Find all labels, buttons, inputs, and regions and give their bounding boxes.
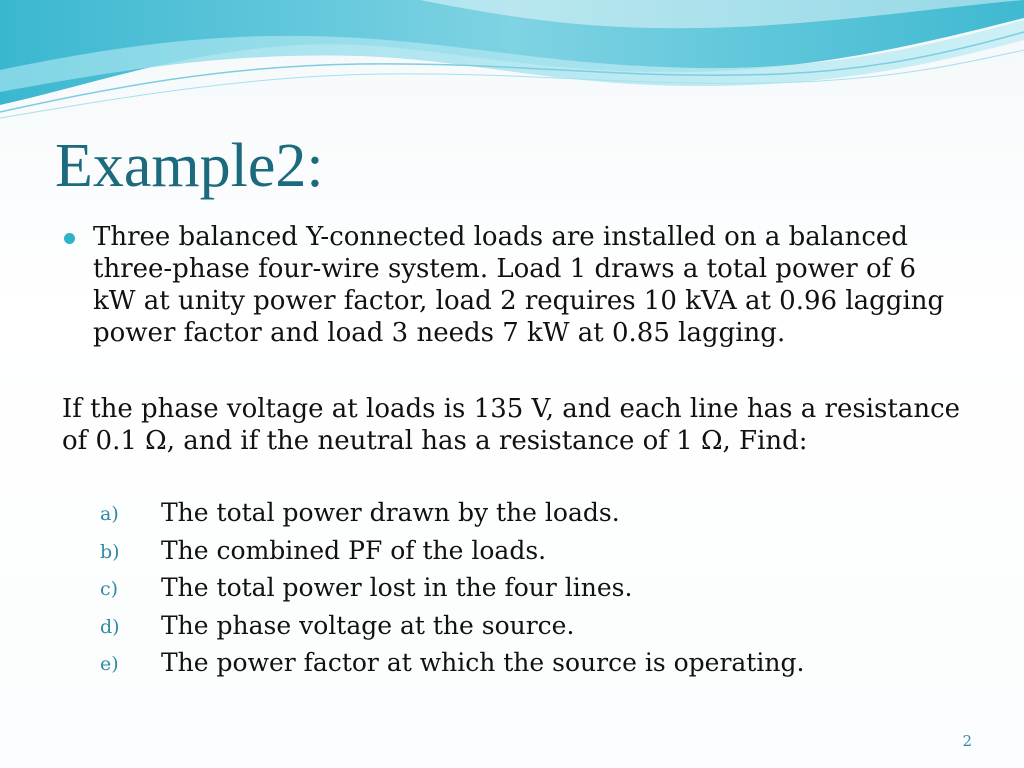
slide-title: Example2: — [55, 132, 324, 200]
wave-decoration — [0, 0, 1024, 140]
bullet-item — [62, 221, 962, 349]
list-marker: a) — [100, 503, 119, 525]
question-text: The combined PF of the loads. — [161, 535, 547, 565]
question-intro: If the phase voltage at loads is 135 V, and each line has a resistance of 0.1 Ω, and if the neutral has a resistance of 1 Ω, Find: — [62, 394, 961, 456]
list-marker: e) — [100, 653, 119, 675]
page-number: 2 — [962, 732, 972, 750]
bullet-dot-icon — [64, 233, 75, 244]
question-text: The phase voltage at the source. — [161, 610, 575, 640]
list-marker: c) — [100, 578, 119, 600]
bullet-text: Three balanced Y-connected loads are installed on a balanced three-phase four-wire system. Load 1 draws a total power of 6 kW at unity power factor, load 2 requires 10 kVA at 0.96 lagging power factor and load 3 needs 7 kW at 0.85 lagging. — [93, 222, 945, 348]
list-marker: d) — [100, 615, 120, 638]
question-text: The power factor at which the source is operating. — [161, 648, 805, 677]
question-text: The total power drawn by the loads. — [161, 498, 620, 527]
list-marker: b) — [100, 540, 120, 563]
question-text: The total power lost in the four lines. — [161, 573, 633, 602]
